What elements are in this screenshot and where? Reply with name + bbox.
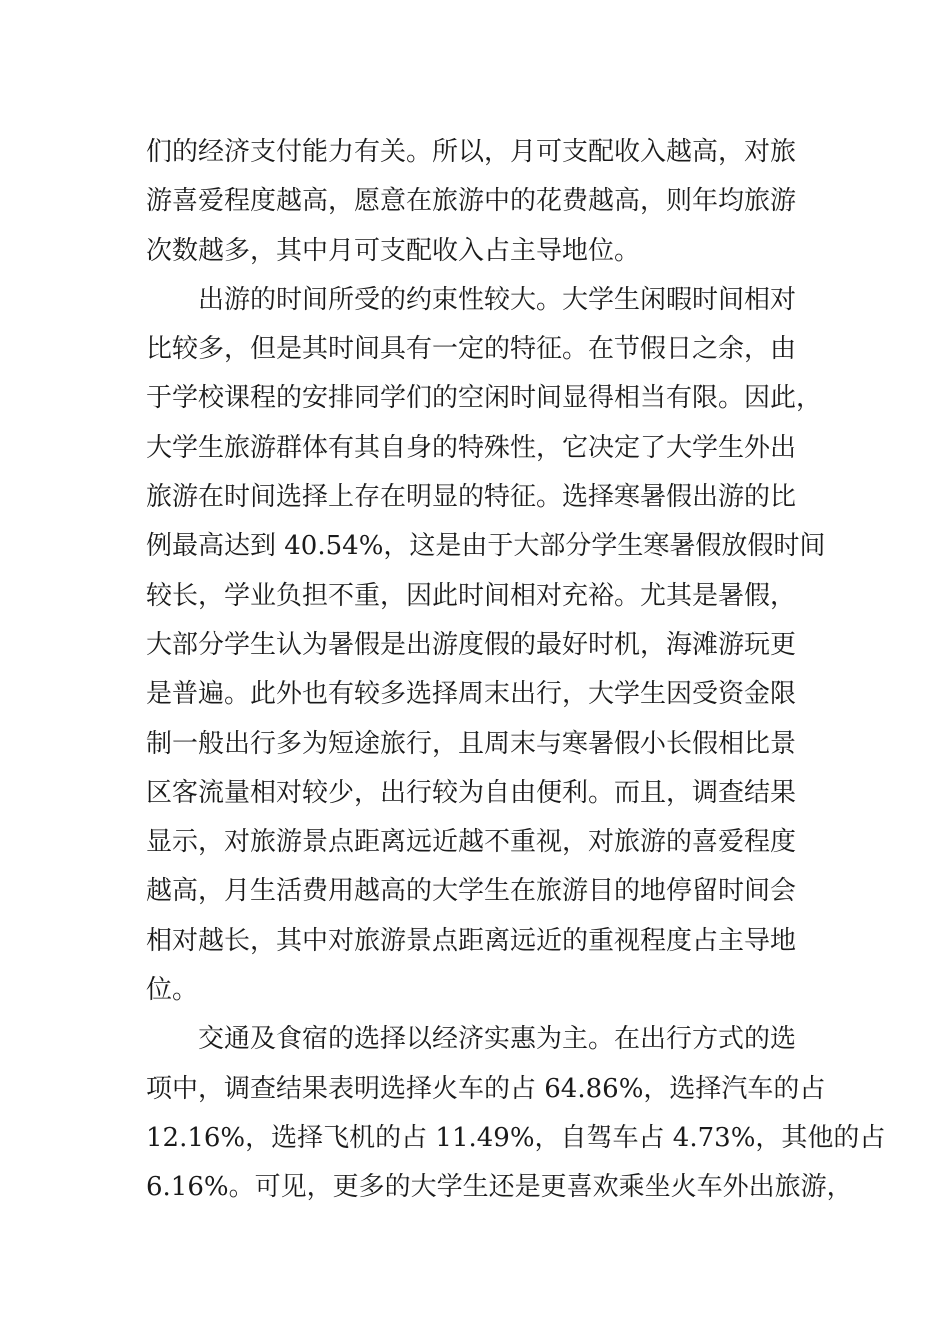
text-line: 于学校课程的安排同学们的空闲时间显得相当有限。因此， [146, 383, 823, 414]
text-line: 出游的时间所受的约束性较大。大学生闲暇时间相对 [198, 284, 797, 315]
text-line: 旅游在时间选择上存在明显的特征。选择寒暑假出游的比 [146, 482, 797, 513]
text-line: 大学生旅游群体有其自身的特殊性，它决定了大学生外出 [146, 432, 797, 463]
text-line: 比较多，但是其时间具有一定的特征。在节假日之余，由 [146, 334, 797, 365]
text-line: 例最高达到 40.54%，这是由于大部分学生寒暑假放假时间 [146, 531, 826, 562]
text-line: 大部分学生认为暑假是出游度假的最好时机，海滩游玩更 [146, 629, 797, 660]
text-line: 相对越长，其中对旅游景点距离远近的重视程度占主导地 [146, 925, 797, 956]
text-line: 交通及食宿的选择以经济实惠为主。在出行方式的选 [198, 1024, 797, 1055]
text-line: 越高，月生活费用越高的大学生在旅游目的地停留时间会 [146, 876, 797, 907]
text-line: 是普遍。此外也有较多选择周末出行，大学生因受资金限 [146, 679, 797, 710]
text-line: 位。 [146, 975, 199, 1006]
text-line: 游喜爱程度越高，愿意在旅游中的花费越高，则年均旅游 [146, 186, 797, 217]
text-line: 较长，学业负担不重，因此时间相对充裕。尤其是暑假， [146, 580, 797, 611]
text-line: 项中，调查结果表明选择火车的占 64.86%，选择汽车的占 [146, 1073, 826, 1104]
text-line: 制一般出行多为短途旅行，且周末与寒暑假小长假相比景 [146, 728, 797, 759]
text-line: 6.16%。可见，更多的大学生还是更喜欢乘坐火车外出旅游， [146, 1172, 853, 1203]
text-line: 次数越多，其中月可支配收入占主导地位。 [146, 235, 641, 266]
text-line: 显示，对旅游景点距离远近越不重视，对旅游的喜爱程度 [146, 827, 797, 858]
paragraph-1 [146, 128, 816, 276]
text-line: 们的经济支付能力有关。所以，月可支配收入越高，对旅 [146, 137, 797, 167]
paragraph-2 [146, 276, 826, 1015]
paragraph-3 [146, 1015, 886, 1212]
text-line: 区客流量相对较少，出行较为自由便利。而且，调查结果 [146, 777, 797, 808]
text-line: 12.16%，选择飞机的占 11.49%，自驾车占 4.73%，其他的占 [146, 1122, 886, 1153]
body-text [146, 128, 886, 1213]
